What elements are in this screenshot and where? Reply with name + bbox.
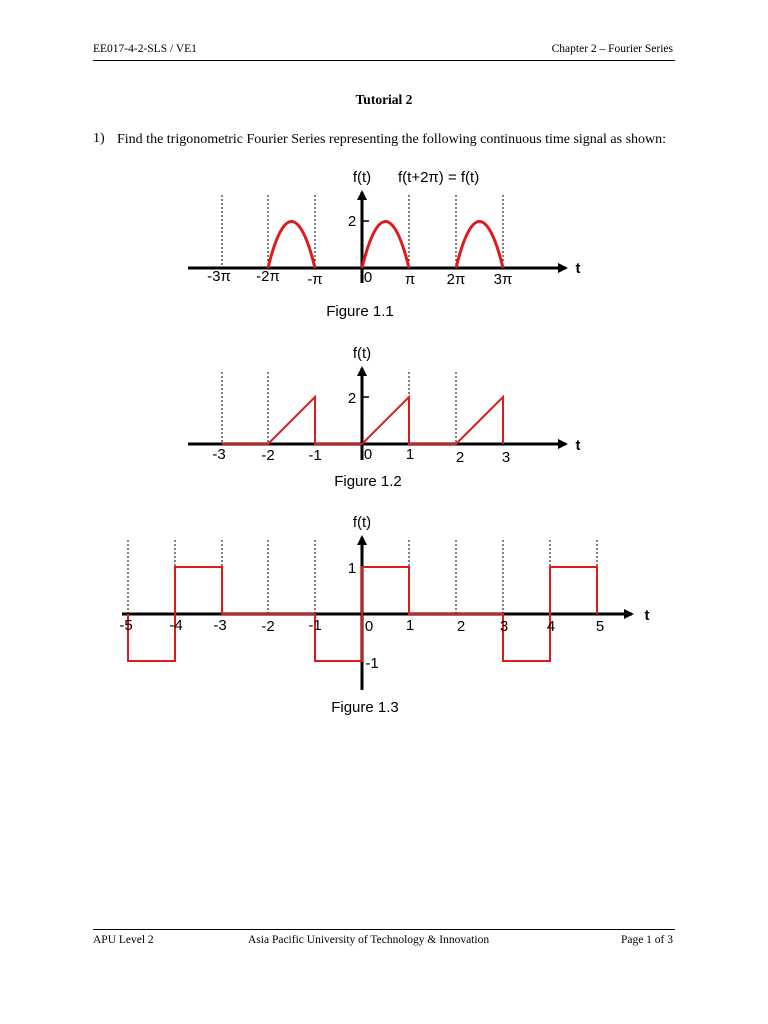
x-axis-label: t <box>575 260 581 277</box>
x-tick-label: -1 <box>308 447 322 464</box>
figure-caption: Figure 1.3 <box>331 699 399 716</box>
x-tick-label: -2 <box>261 447 275 464</box>
x-tick-label: 4 <box>546 618 556 635</box>
figure-1-3 <box>119 514 649 716</box>
x-tick-label: 1 <box>405 617 415 634</box>
footer-page-number: Page 1 of 3 <box>620 934 673 946</box>
question-text: Find the trigonometric Fourier Series representing the following continuous time signal as shown: <box>117 132 667 147</box>
period-guides <box>222 372 456 444</box>
footer-rule <box>93 929 675 930</box>
x-tick-label: 2 <box>456 618 466 635</box>
y-axis-label: f(t) <box>352 514 372 531</box>
x-tick-label: π <box>404 271 416 288</box>
y-tick-label: 1 <box>347 560 357 577</box>
figure-1-2 <box>188 345 581 490</box>
x-tick-label: -2π <box>256 268 280 285</box>
footer-institution: Asia Pacific University of Technology & Innovation <box>248 934 490 946</box>
x-tick-label: 3 <box>499 618 509 635</box>
x-tick-label: -4 <box>169 617 183 634</box>
x-tick-label: 5 <box>595 618 605 635</box>
x-tick-label: 2 <box>455 449 465 466</box>
x-tick-label: -3 <box>212 446 226 463</box>
x-tick-label: -3 <box>213 617 227 634</box>
x-tick-label: 3 <box>501 449 511 466</box>
x-tick-label: 0 <box>363 446 373 463</box>
x-axis-label: t <box>644 607 650 624</box>
page-title: Tutorial 2 <box>355 92 413 107</box>
x-tick-label: -π <box>307 271 323 288</box>
x-tick-label: -1 <box>308 617 322 634</box>
x-tick-label: -5 <box>119 617 133 634</box>
figure-caption: Figure 1.2 <box>334 473 402 490</box>
signal-arches <box>268 222 503 269</box>
y-tick-label: -1 <box>365 655 379 672</box>
x-tick-label: -3π <box>207 268 231 285</box>
y-tick-label: 2 <box>347 213 357 230</box>
x-tick-label: 0 <box>364 618 374 635</box>
x-tick-label: -2 <box>261 618 275 635</box>
figure-1-1 <box>188 169 581 320</box>
header-chapter: Chapter 2 – Fourier Series <box>551 43 673 55</box>
x-tick-label: 2π <box>446 271 466 288</box>
header-course-code: EE017-4-2-SLS / VE1 <box>93 43 197 55</box>
x-tick-label: 3π <box>493 271 513 288</box>
x-tick-label: 1 <box>405 446 415 463</box>
x-axis-label: t <box>575 437 581 454</box>
y-tick-label: 2 <box>347 390 357 407</box>
periodicity-equation: f(t+2π) = f(t) <box>398 169 480 186</box>
y-axis-label: f(t) <box>352 169 372 186</box>
y-axis-label: f(t) <box>352 345 372 362</box>
question-number: 1) <box>93 131 105 146</box>
footer-level: APU Level 2 <box>93 934 154 946</box>
figure-caption: Figure 1.1 <box>326 303 394 320</box>
x-tick-label: 0 <box>363 269 373 286</box>
